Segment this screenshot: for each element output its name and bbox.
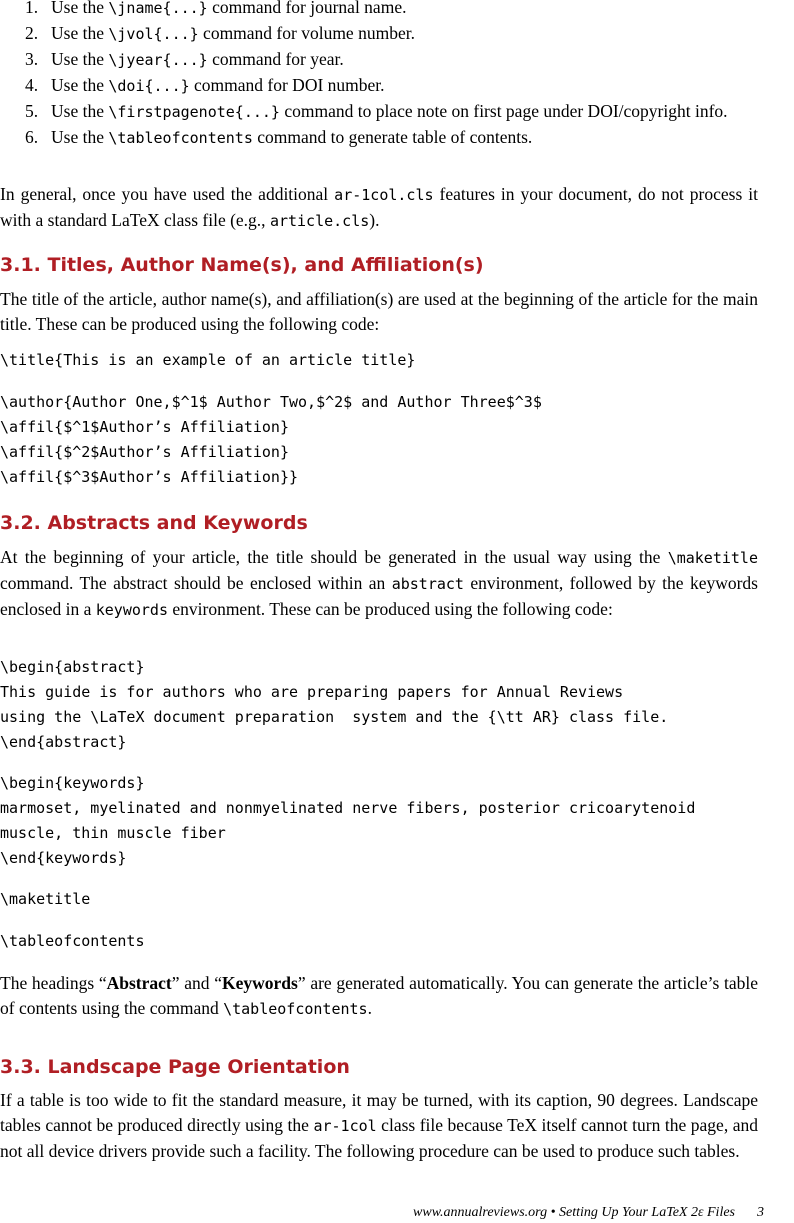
code-abstract: \begin{abstract} This guide is for authors who are preparing papers for Annual Reviews using the \LaTeX document preparation system and the {\tt AR} class file. \end{abstract}: [0, 658, 669, 751]
page-number: 3: [757, 1205, 764, 1220]
code-title: \title{This is an example of an article title}: [0, 351, 416, 369]
paragraph-abstracts: At the beginning of your article, the title should be generated in the usual way using the \maketitle command. The abstract should be enclosed within an abstract environment, followed by the keywords enclosed in a keywords environment. These can be produced using the following code:: [0, 547, 758, 619]
list-item: 6. Use the \tableofcontents command to generate table of contents.: [25, 127, 533, 147]
footer-running-title: www.annualreviews.org • Setting Up Your LaTeX 2ε Files: [413, 1205, 735, 1220]
list-item: 2. Use the \jvol{...} command for volume number.: [25, 23, 415, 43]
command-list: [0, 0, 758, 151]
list-item: 4. Use the \doi{...} command for DOI number.: [25, 75, 385, 95]
section-heading-3-2: 3.2. Abstracts and Keywords: [0, 512, 308, 534]
paragraph-landscape: If a table is too wide to fit the standard measure, it may be turned, with its caption, 90 degrees. Landscape tables cannot be produced directly using the ar-1col class file because TeX itself cannot turn the page, and not all device drivers provide such a facility. The following procedure can be used to produce such tables.: [0, 1090, 758, 1161]
paragraph-headings: The headings “Abstract” and “Keywords” are generated automatically. You can generate the article’s table of contents using the command \tableofcontents.: [0, 973, 758, 1018]
page-footer: [413, 1203, 764, 1223]
paragraph-titles: The title of the article, author name(s), and affiliation(s) are used at the beginning of the article for the main title. These can be produced using the following code:: [0, 289, 758, 334]
section-heading-3-3: 3.3. Landscape Page Orientation: [0, 1056, 350, 1078]
paragraph-general: In general, once you have used the additional ar-1col.cls features in your document, do not process it with a standard LaTeX class file (e.g., article.cls).: [0, 184, 758, 230]
code-tableofcontents: \tableofcontents: [0, 932, 145, 950]
list-item: 1. Use the \jname{...} command for journal name.: [25, 0, 407, 17]
list-item: 5. Use the \firstpagenote{...} command to place note on first page under DOI/copyright info.: [25, 101, 728, 121]
code-keywords: \begin{keywords} marmoset, myelinated and nonmyelinated nerve fibers, posterior cricoarytenoid muscle, thin muscle fiber \end{keywords}: [0, 774, 696, 867]
code-author: \author{Author One,$^1$ Author Two,$^2$ and Author Three$^3$ \affil{$^1$Author’s Affiliation} \affil{$^2$Author’s Affiliation} \affil{$^3$Author’s Affiliation}}: [0, 393, 542, 486]
code-maketitle: \maketitle: [0, 890, 91, 908]
section-heading-3-1: 3.1. Titles, Author Name(s), and Affiliation(s): [0, 254, 484, 276]
list-item: 3. Use the \jyear{...} command for year.: [25, 49, 344, 69]
